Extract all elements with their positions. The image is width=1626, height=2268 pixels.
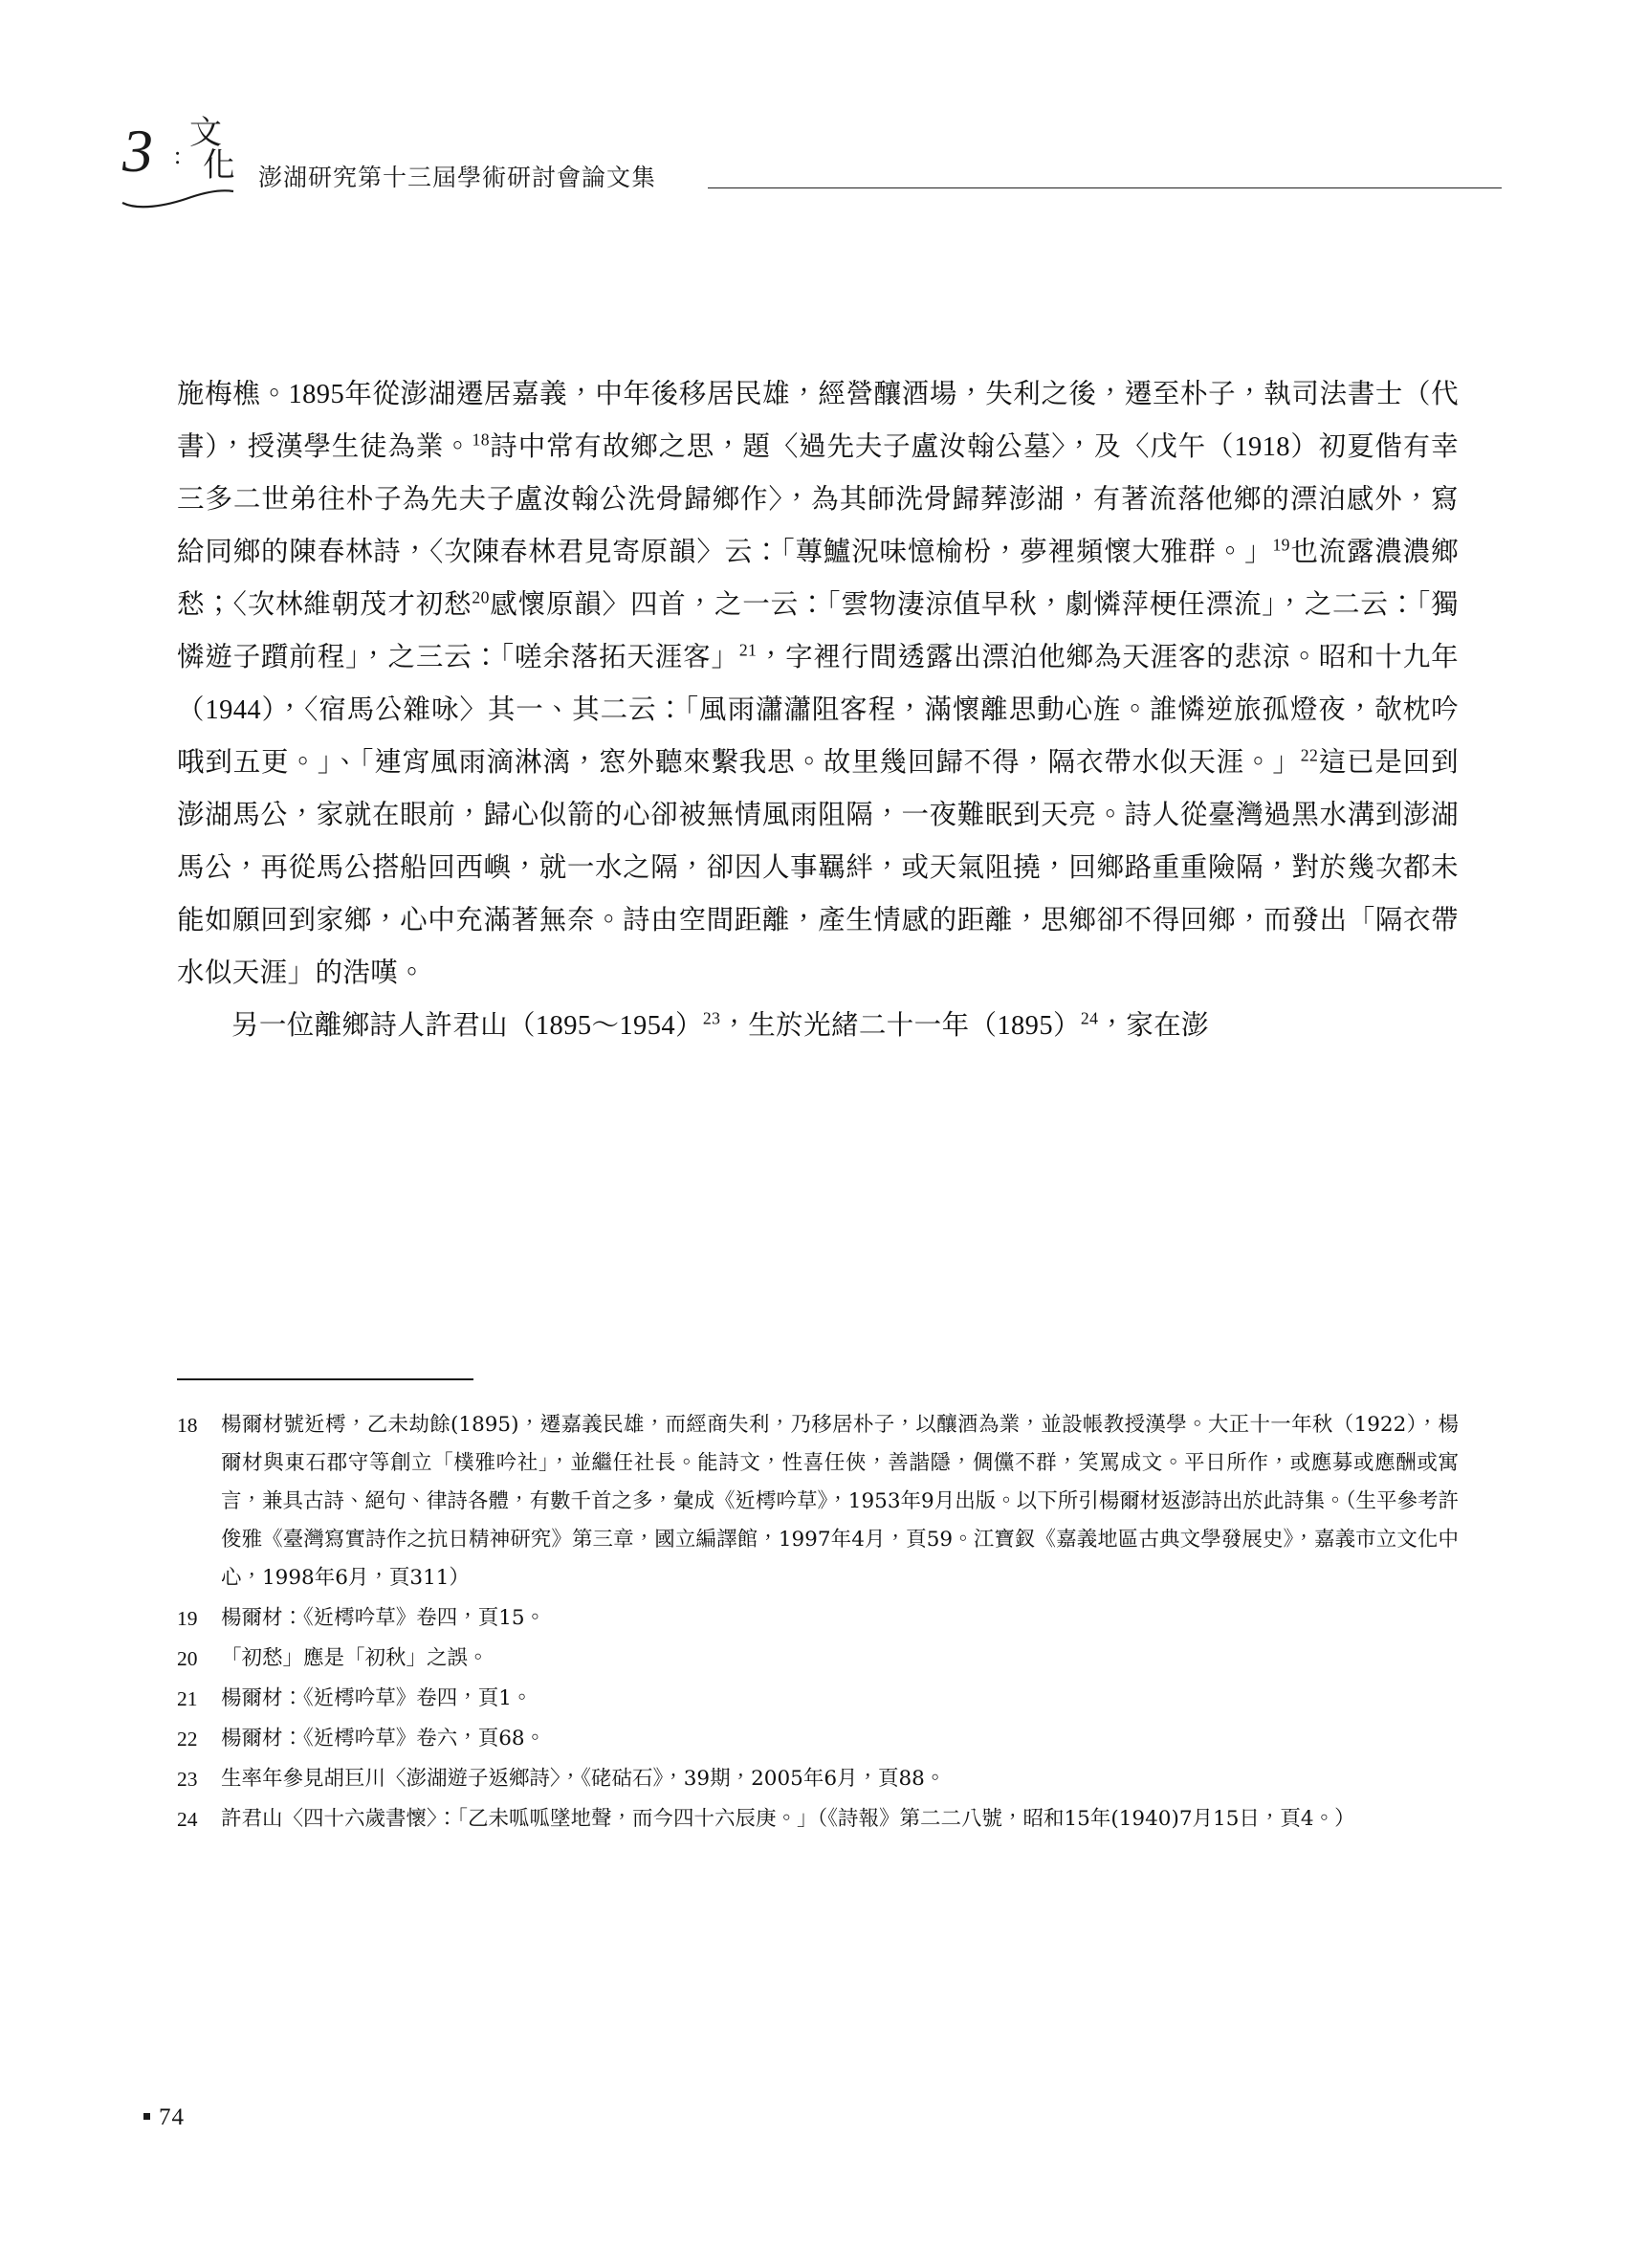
running-head-title: 澎湖研究第十三屆學術研討會論文集 (258, 165, 657, 191)
footnote-reference[interactable]: 19 (1272, 535, 1290, 555)
footnote-item (177, 1680, 1459, 1718)
footnote-item (177, 1720, 1459, 1758)
footnote-reference[interactable]: 18 (472, 429, 490, 450)
page-footer (143, 2104, 185, 2131)
main-body-text (177, 368, 1459, 1052)
footnote-number: 19 (177, 1607, 198, 1630)
body-paragraph: 另一位離鄉詩人許君山（1895～1954）$^{23}$，生於光緒二十一年$(1895)^{24}$，家在澎 (231, 1008, 1209, 1041)
footnote-item (177, 1800, 1459, 1839)
logo-char-hua: 化 (203, 146, 235, 185)
logo-char-wen: 文 (189, 114, 222, 152)
logo-swash-icon (121, 186, 235, 210)
footnote-number: 22 (177, 1728, 198, 1751)
footnote-text: 楊爾材：《近樗吟草》卷四，頁15。 (221, 1606, 546, 1630)
footnote-number: 21 (177, 1687, 198, 1710)
footnote-text: 生率年參見胡巨川〈澎湖遊子返鄉詩〉，《硓𥑮石》，39期，2005年6月，頁88。 (221, 1767, 946, 1791)
page-header (115, 114, 1502, 210)
footnote-divider (177, 1378, 473, 1380)
body-paragraph: 施梅樵。1895年從澎湖遷居嘉義，中年後移居民雄，經營釀酒場，失利之後，遷至朴子，執司法書士（代書），授漢學生徒為業。$^{18}$詩中常有故鄉之思，題〈過先夫子盧汝翰公墓〉，及〈戊午（1918）初夏偕有幸三多二世弟往朴子為先夫子盧汝翰公洗骨歸鄉作〉，為其師洗骨歸葬澎湖，有著流落他鄉的漂泊感外，寫給同鄉的陳春林詩，〈次陳春林君見寄原韻〉云：「蓴鱸況味憶榆枌，夢裡頻懷大雅群。」$^{19}$也流露濃濃鄉愁；〈次林維朝茂才初愁$^{20}$感懷原韻〉四首，之一云：「雲物淒涼值早秋，劇憐萍梗任漂流」，之二云：「獨憐遊子躓前程」，之三云：「嗟余落拓天涯客」$^{21}$，字裡行間透露出漂泊他鄉為天涯客的悲涼。昭和十九年（1944），〈宿馬公雜咏〉其一、其二云：「風雨瀟瀟阻客程，滿懷離思動心旌。誰憐逆旅孤燈夜，欹枕吟哦到五更。」、「連宵風雨滴淋漓，窓外聽來繫我思。故里幾回歸不得，隔衣帶水似天涯。」$^{22}$這已是回到澎湖馬公，家就在眼前，歸心似箭的心卻被無情風雨阻隔，一夜難眠到天亮。詩人從臺灣過黑水溝到澎湖馬公，再從馬公搭船回西嶼，就一水之隔，卻因人事羈絆，或天氣阻撓，回鄉路重重險隔，對於幾次都未能如願回到家鄉，心中充滿著無奈。詩由空間距離，產生情感的距離，思鄉卻不得回鄉，而發出「隔衣帶水似天涯」的浩嘆。 (177, 380, 1459, 988)
footnote-reference[interactable]: 21 (738, 640, 758, 660)
footnote-item (177, 1760, 1459, 1798)
footnote-reference[interactable]: 24 (1080, 1008, 1099, 1028)
footnote-number: 18 (177, 1414, 198, 1437)
footnote-reference[interactable]: 23 (702, 1008, 721, 1028)
footnote-text: 楊爾材號近樗，乙未劫餘(1895)，遷嘉義民雄，而經商失利，乃移居朴子，以釀酒為業，並設帳教授漢學。大正十一年秋（1922），楊爾材與東石郡守等創立「樸雅吟社」，並繼任社長。能詩文，性喜任俠，善諧隱，倜儻不群，笑罵成文。平日所作，或應募或應酬或寓言，兼具古詩、絕句、律詩各體，有數千首之多，彙成《近樗吟草》，1953年9月出版。以下所引楊爾材返澎詩出於此詩集。（生平參考許俊雅《臺灣寫實詩作之抗日精神研究》第三章，國立編譯館，1997年4月，頁59。江寶釵《嘉義地區古典文學發展史》，嘉義市立文化中心，1998年6月，頁311） (221, 1413, 1459, 1590)
header-divider (708, 187, 1502, 188)
footnote-text: 「初愁」應是「初秋」之誤。 (221, 1646, 489, 1670)
logo-numeral: 3 (122, 117, 153, 185)
footnote-text: 許君山〈四十六歲書懷〉：「乙未呱呱墜地聲，而今四十六辰庚。」（《詩報》第二二八號，昭和15年(1940)7月15日，頁4。） (221, 1807, 1355, 1831)
footnote-text: 楊爾材：《近樗吟草》卷六，頁68。 (221, 1727, 546, 1751)
page-number-marker-icon (143, 2113, 150, 2120)
publication-logo (115, 115, 258, 210)
page-number: 74 (159, 2104, 185, 2130)
footnote-reference[interactable]: 22 (1300, 745, 1319, 765)
footnote-number: 23 (177, 1768, 198, 1791)
footnote-item (177, 1640, 1459, 1678)
footnote-text: 楊爾材：《近樗吟草》卷四，頁1。 (221, 1686, 533, 1710)
footnote-number: 20 (177, 1647, 198, 1670)
footnote-item (177, 1599, 1459, 1638)
logo-dots-icon: : (174, 142, 182, 169)
footnote-number: 24 (177, 1808, 198, 1831)
footnote-reference[interactable]: 20 (472, 587, 490, 607)
footnote-list (177, 1406, 1459, 1840)
footnote-item (177, 1406, 1459, 1597)
